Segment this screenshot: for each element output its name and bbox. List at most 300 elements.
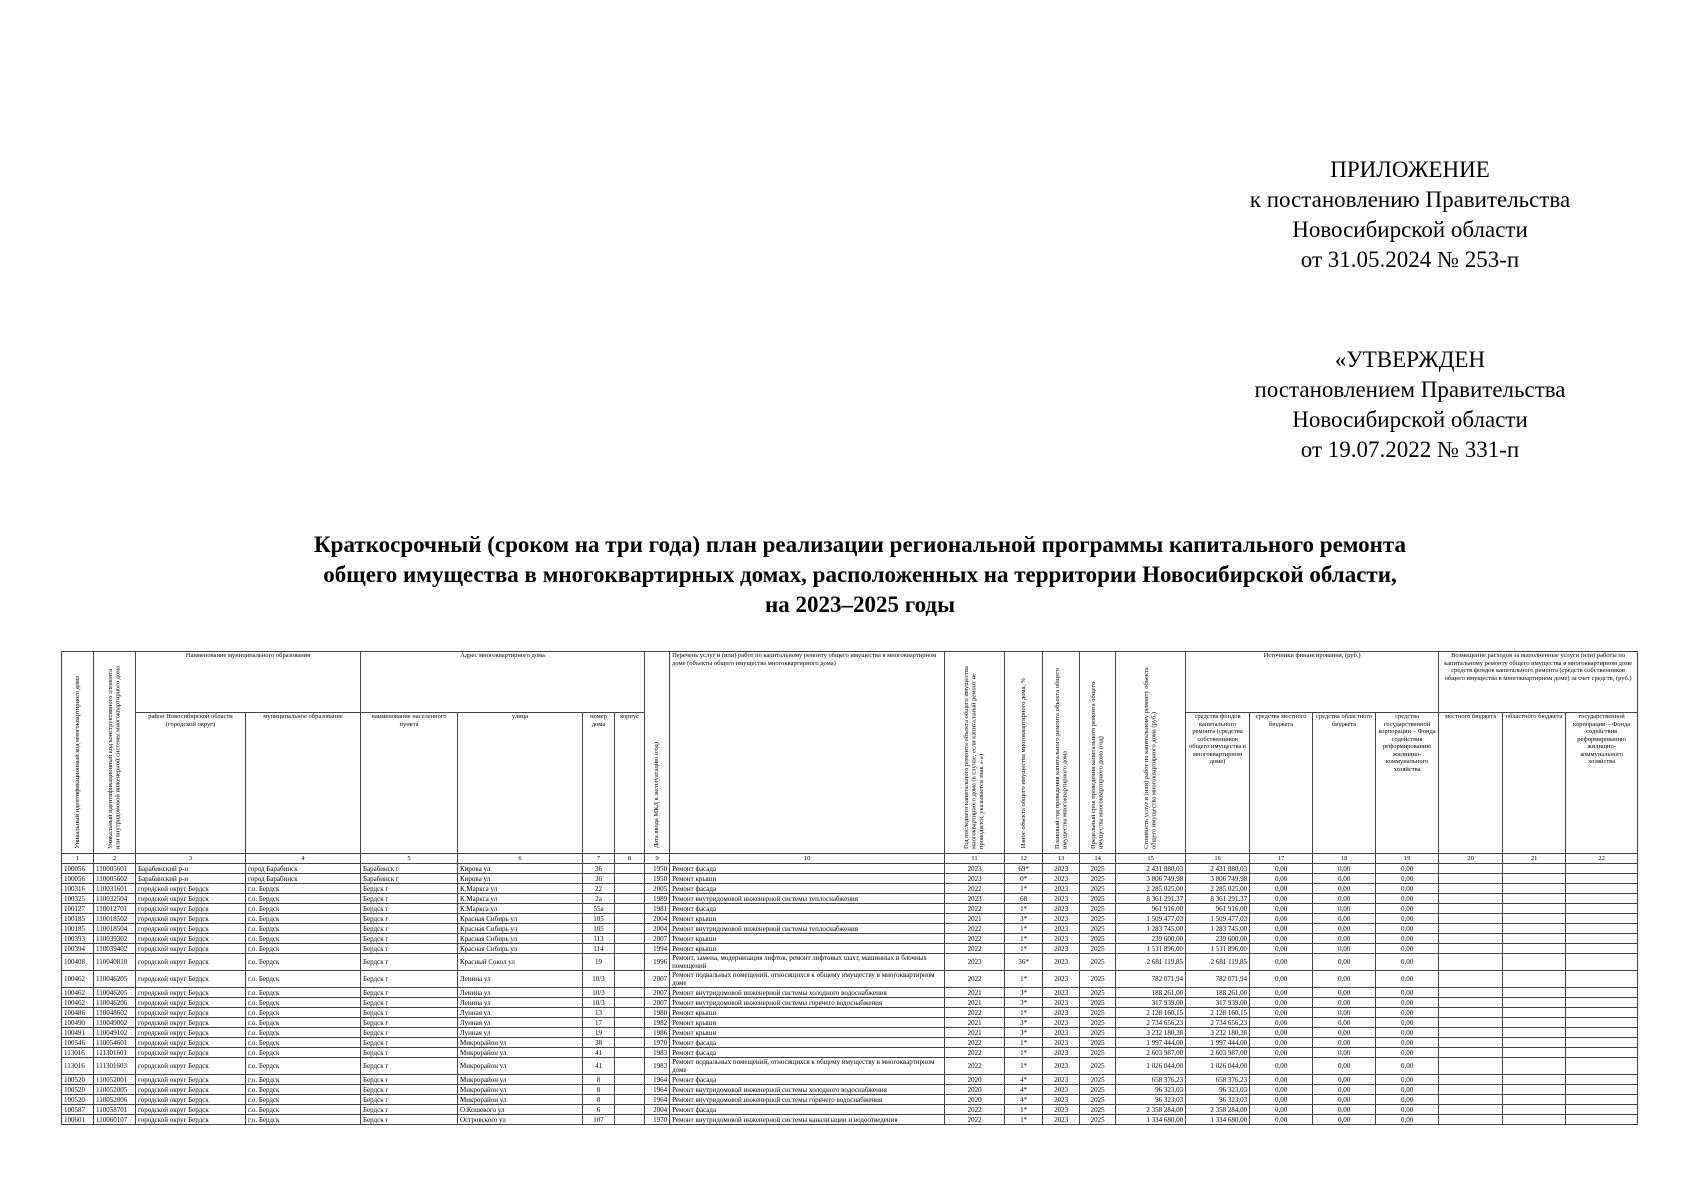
cell-wear: 4*: [1005, 1085, 1043, 1095]
cell-element-code: 110049102: [94, 1028, 136, 1038]
cell-wear: 1*: [1005, 1105, 1043, 1115]
cell-last-repair-year: 2020: [945, 1075, 1005, 1085]
cell-municipality: г.о. Бердск: [246, 894, 361, 904]
column-number: 4: [246, 854, 361, 864]
cell-deadline-year: 2025: [1080, 924, 1116, 934]
cell-works: Ремонт подвальных помещений, относящихся к общему имуществу в многоквартирном доме: [670, 1058, 945, 1075]
cell-reimb-regional: [1503, 944, 1566, 954]
cell-reimb-regional: [1503, 1058, 1566, 1075]
cell-house-number: 105: [583, 914, 615, 924]
cell-fund-local: 0,00: [1250, 914, 1313, 924]
cell-commissioning-year: 1981: [645, 904, 670, 914]
cell-fund-corporation: 0,00: [1376, 934, 1439, 944]
cell-deadline-year: 2025: [1080, 934, 1116, 944]
cell-fund-corporation: 0,00: [1376, 1085, 1439, 1095]
cell-planned-year: 2023: [1043, 1048, 1080, 1058]
cell-building: [615, 971, 645, 988]
cell-deadline-year: 2025: [1080, 1095, 1116, 1105]
header-fund-local: средства местного бюджета: [1250, 713, 1313, 854]
cell-reimb-corporation: [1566, 914, 1638, 924]
cell-municipality: г.о. Бердск: [246, 1008, 361, 1018]
cell-fund-local: 0,00: [1250, 1038, 1313, 1048]
cell-planned-year: 2023: [1043, 1115, 1080, 1125]
cell-street: О.Кошевого ул: [458, 1105, 583, 1115]
cell-cost: 2 128 160,15: [1116, 1008, 1186, 1018]
cell-house-code: 100462: [62, 998, 94, 1008]
cell-deadline-year: 2025: [1080, 874, 1116, 884]
cell-planned-year: 2023: [1043, 1075, 1080, 1085]
cell-street: Лунная ул: [458, 1008, 583, 1018]
document-title: [120, 530, 1600, 620]
cell-municipality: г.о. Бердск: [246, 1038, 361, 1048]
cell-reimb-regional: [1503, 914, 1566, 924]
header-fund-regional: средства областного бюджета: [1313, 713, 1376, 854]
cell-district: городской округ Бердск: [136, 1085, 246, 1095]
header-address-group: Адрес многоквартирного дома: [361, 652, 645, 713]
cell-reimb-regional: [1503, 894, 1566, 904]
cell-fund-regional: 0,00: [1313, 998, 1376, 1008]
cell-settlement: Бердск г: [361, 934, 458, 944]
cell-fund-local: 0,00: [1250, 894, 1313, 904]
cell-reimb-corporation: [1566, 1008, 1638, 1018]
cell-commissioning-year: 1982: [645, 1018, 670, 1028]
cell-street: Микрорайон ул: [458, 1038, 583, 1048]
cell-deadline-year: 2025: [1080, 1075, 1116, 1085]
cell-element-code: 110046205: [94, 971, 136, 988]
cell-municipality: г.о. Бердск: [246, 971, 361, 988]
cell-street: Ленина ул: [458, 971, 583, 988]
cell-house-code: 100486: [62, 1008, 94, 1018]
cell-reimb-regional: [1503, 1075, 1566, 1085]
column-number: 12: [1005, 854, 1043, 864]
cell-planned-year: 2023: [1043, 864, 1080, 874]
cell-wear: 1*: [1005, 1038, 1043, 1048]
cell-fund-owners: 2 681 119,85: [1186, 954, 1250, 971]
cell-reimb-regional: [1503, 1028, 1566, 1038]
cell-building: [615, 884, 645, 894]
cell-element-code: 110005602: [94, 874, 136, 884]
cell-planned-year: 2023: [1043, 1018, 1080, 1028]
column-number: 19: [1376, 854, 1439, 864]
cell-building: [615, 904, 645, 914]
cell-element-code: 110005601: [94, 864, 136, 874]
cell-commissioning-year: 1983: [645, 1048, 670, 1058]
cell-fund-corporation: 0,00: [1376, 944, 1439, 954]
cell-reimb-local: [1439, 864, 1503, 874]
cell-deadline-year: 2025: [1080, 864, 1116, 874]
cell-house-code: 113016: [62, 1048, 94, 1058]
cell-fund-local: 0,00: [1250, 1095, 1313, 1105]
cell-reimb-regional: [1503, 988, 1566, 998]
cell-element-code: 110012701: [94, 904, 136, 914]
cell-street: Микрорайон ул: [458, 1095, 583, 1105]
cell-deadline-year: 2025: [1080, 914, 1116, 924]
cell-house-number: 8: [583, 1075, 615, 1085]
cell-wear: 36*: [1005, 954, 1043, 971]
cell-fund-local: 0,00: [1250, 904, 1313, 914]
cell-fund-regional: 0,00: [1313, 1075, 1376, 1085]
table-row: [62, 1075, 1638, 1085]
table-row: [62, 1085, 1638, 1095]
header-element-code: Уникальный идентификационный код конструктивного элемента или внутридомовой инженерной системы многоквартирного дома: [94, 652, 136, 854]
cell-district: городской округ Бердск: [136, 944, 246, 954]
cell-building: [615, 864, 645, 874]
cell-last-repair-year: 2021: [945, 1028, 1005, 1038]
cell-house-code: 100056: [62, 864, 94, 874]
cell-house-number: 105: [583, 924, 615, 934]
cell-works: Ремонт крыши: [670, 1018, 945, 1028]
cell-wear: 3*: [1005, 1028, 1043, 1038]
cell-planned-year: 2023: [1043, 924, 1080, 934]
cell-works: Ремонт внутридомовой инженерной системы холодного водоснабжения: [670, 988, 945, 998]
cell-works: Ремонт крыши: [670, 1008, 945, 1018]
cell-last-repair-year: 2023: [945, 874, 1005, 884]
cell-district: Барабинский р-н: [136, 864, 246, 874]
cell-deadline-year: 2025: [1080, 988, 1116, 998]
table-row: [62, 971, 1638, 988]
cell-reimb-local: [1439, 998, 1503, 1008]
cell-works: Ремонт внутридомовой инженерной системы канализации и водоотведения: [670, 1115, 945, 1125]
cell-fund-regional: 0,00: [1313, 884, 1376, 894]
cell-works: Ремонт внутридомовой инженерной системы теплоснабжения: [670, 924, 945, 934]
cell-wear: 3*: [1005, 1018, 1043, 1028]
cell-element-code: 110052001: [94, 1075, 136, 1085]
cell-cost: 188 261,00: [1116, 988, 1186, 998]
cell-fund-corporation: 0,00: [1376, 864, 1439, 874]
cell-reimb-corporation: [1566, 1095, 1638, 1105]
cell-house-code: 100394: [62, 944, 94, 954]
table-row: [62, 1018, 1638, 1028]
cell-planned-year: 2023: [1043, 954, 1080, 971]
cell-commissioning-year: 2005: [645, 884, 670, 894]
table-row: [62, 1038, 1638, 1048]
table-row: [62, 934, 1638, 944]
cell-commissioning-year: 1950: [645, 874, 670, 884]
cell-element-code: 110046206: [94, 998, 136, 1008]
cell-fund-regional: 0,00: [1313, 1018, 1376, 1028]
header-street: улица: [458, 713, 583, 854]
cell-reimb-regional: [1503, 1018, 1566, 1028]
cell-deadline-year: 2025: [1080, 944, 1116, 954]
cell-deadline-year: 2025: [1080, 998, 1116, 1008]
cell-element-code: 111301603: [94, 1058, 136, 1075]
cell-last-repair-year: 2023: [945, 954, 1005, 971]
cell-house-code: 100127: [62, 904, 94, 914]
cell-reimb-local: [1439, 904, 1503, 914]
cell-deadline-year: 2025: [1080, 1038, 1116, 1048]
cell-reimb-corporation: [1566, 1028, 1638, 1038]
cell-house-code: 100490: [62, 1018, 94, 1028]
cell-wear: 69*: [1005, 864, 1043, 874]
table-row: [62, 1008, 1638, 1018]
cell-cost: 96 323,03: [1116, 1095, 1186, 1105]
cell-planned-year: 2023: [1043, 988, 1080, 998]
cell-fund-regional: 0,00: [1313, 1115, 1376, 1125]
cell-wear: 1*: [1005, 1008, 1043, 1018]
cell-house-code: 100520: [62, 1085, 94, 1095]
cell-building: [615, 1028, 645, 1038]
cell-municipality: г.о. Бердск: [246, 1105, 361, 1115]
cell-last-repair-year: 2022: [945, 1058, 1005, 1075]
cell-planned-year: 2023: [1043, 944, 1080, 954]
cell-fund-owners: 2 603 987,00: [1186, 1048, 1250, 1058]
cell-fund-owners: 1 026 044,00: [1186, 1058, 1250, 1075]
cell-house-number: 41: [583, 1048, 615, 1058]
cell-works: Ремонт, замена, модернизация лифтов, ремонт лифтовых шахт, машинных и блочных помещений: [670, 954, 945, 971]
cell-commissioning-year: 2007: [645, 998, 670, 1008]
column-number: 5: [361, 854, 458, 864]
cell-works: Ремонт фасада: [670, 1105, 945, 1115]
cell-fund-owners: 1 511 896,00: [1186, 944, 1250, 954]
header-works-list: Перечень услуг и (или) работ по капитальному ремонту общего имущества в многоквартирном доме (объекты общего имущества многоквартирного дома): [670, 652, 945, 854]
column-number: 6: [458, 854, 583, 864]
cell-commissioning-year: 2007: [645, 988, 670, 998]
title-line: на 2023–2025 годы: [764, 592, 956, 617]
cell-works: Ремонт внутридомовой инженерной системы горячего водоснабжения: [670, 998, 945, 1008]
table-row: [62, 904, 1638, 914]
cell-fund-local: 0,00: [1250, 1085, 1313, 1095]
cell-last-repair-year: 2022: [945, 1048, 1005, 1058]
header-house-code: Уникальный идентификационный код многоквартирного дома: [62, 652, 94, 854]
cell-planned-year: 2023: [1043, 1095, 1080, 1105]
cell-municipality: г.о. Бердск: [246, 924, 361, 934]
cell-reimb-regional: [1503, 1038, 1566, 1048]
cell-fund-regional: 0,00: [1313, 1048, 1376, 1058]
cell-fund-local: 0,00: [1250, 884, 1313, 894]
cell-reimb-local: [1439, 1095, 1503, 1105]
cell-cost: 1 511 896,00: [1116, 944, 1186, 954]
cell-settlement: Бердск г: [361, 1075, 458, 1085]
cell-fund-regional: 0,00: [1313, 954, 1376, 971]
cell-fund-owners: 317 939,00: [1186, 998, 1250, 1008]
cell-building: [615, 1008, 645, 1018]
header-municipality-group: Наименование муниципального образования: [136, 652, 361, 713]
cell-house-number: 8: [583, 1095, 615, 1105]
header-building: корпус: [615, 713, 645, 854]
cell-fund-regional: 0,00: [1313, 1085, 1376, 1095]
cell-settlement: Бердск г: [361, 884, 458, 894]
cell-commissioning-year: 2004: [645, 924, 670, 934]
cell-street: Островского ул: [458, 1115, 583, 1125]
cell-street: Кирова ул: [458, 864, 583, 874]
cell-street: Лунная ул: [458, 1018, 583, 1028]
cell-fund-local: 0,00: [1250, 1058, 1313, 1075]
cell-element-code: 110058701: [94, 1105, 136, 1115]
table-row: [62, 884, 1638, 894]
cell-last-repair-year: 2022: [945, 944, 1005, 954]
cell-fund-local: 0,00: [1250, 1075, 1313, 1085]
table-row: [62, 1028, 1638, 1038]
cell-house-number: 36: [583, 874, 615, 884]
cell-commissioning-year: 1996: [645, 954, 670, 971]
cell-element-code: 110046205: [94, 988, 136, 998]
cell-fund-owners: 1 509 477,03: [1186, 914, 1250, 924]
cell-reimb-local: [1439, 1048, 1503, 1058]
cell-street: Микрорайон ул: [458, 1075, 583, 1085]
cell-wear: 1*: [1005, 1048, 1043, 1058]
cell-reimb-local: [1439, 1008, 1503, 1018]
cell-house-code: 100408: [62, 954, 94, 971]
cell-deadline-year: 2025: [1080, 1085, 1116, 1095]
cell-street: Красная Сибирь ул: [458, 914, 583, 924]
cell-cost: 658 376,23: [1116, 1075, 1186, 1085]
cell-wear: 1*: [1005, 971, 1043, 988]
cell-wear: 1*: [1005, 1115, 1043, 1125]
cell-house-number: 10/3: [583, 988, 615, 998]
cell-planned-year: 2023: [1043, 904, 1080, 914]
cell-element-code: 110018502: [94, 914, 136, 924]
cell-reimb-corporation: [1566, 944, 1638, 954]
cell-house-number: 19: [583, 1028, 615, 1038]
header-cost: Стоимость услуг и (или) работ по капитальному ремонту объекта общего имущества многоквартирного дома (руб.): [1116, 652, 1186, 854]
cell-building: [615, 998, 645, 1008]
cell-cost: 96 323,03: [1116, 1085, 1186, 1095]
cell-works: Ремонт фасада: [670, 1075, 945, 1085]
cell-fund-corporation: 0,00: [1376, 884, 1439, 894]
cell-fund-owners: 3 232 180,38: [1186, 1028, 1250, 1038]
appendix-line: Новосибирской области: [1292, 217, 1528, 242]
header-municipality: муниципальное образование: [246, 713, 361, 854]
cell-cost: 1 509 477,03: [1116, 914, 1186, 924]
cell-municipality: г.о. Бердск: [246, 914, 361, 924]
approval-line: Новосибирской области: [1292, 407, 1528, 432]
cell-commissioning-year: 2004: [645, 1105, 670, 1115]
cell-street: Лунная ул: [458, 1028, 583, 1038]
cell-settlement: Барабинск г: [361, 874, 458, 884]
cell-cost: 1 283 745,00: [1116, 924, 1186, 934]
cell-deadline-year: 2025: [1080, 894, 1116, 904]
cell-fund-corporation: 0,00: [1376, 1048, 1439, 1058]
cell-deadline-year: 2025: [1080, 1105, 1116, 1115]
cell-municipality: г.о. Бердск: [246, 1075, 361, 1085]
cell-reimb-local: [1439, 914, 1503, 924]
cell-fund-regional: 0,00: [1313, 1038, 1376, 1048]
cell-fund-corporation: 0,00: [1376, 1018, 1439, 1028]
cell-district: городской округ Бердск: [136, 1008, 246, 1018]
cell-house-number: 41: [583, 1058, 615, 1075]
cell-settlement: Бердск г: [361, 944, 458, 954]
cell-house-code: 100462: [62, 971, 94, 988]
cell-municipality: г.о. Бердск: [246, 1018, 361, 1028]
cell-reimb-local: [1439, 1105, 1503, 1115]
cell-house-number: 38: [583, 1038, 615, 1048]
cell-planned-year: 2023: [1043, 1028, 1080, 1038]
cell-building: [615, 914, 645, 924]
cell-reimb-regional: [1503, 934, 1566, 944]
cell-district: городской округ Бердск: [136, 954, 246, 971]
cell-fund-owners: 2 734 656,23: [1186, 1018, 1250, 1028]
column-number: 16: [1186, 854, 1250, 864]
cell-municipality: г.о. Бердск: [246, 1095, 361, 1105]
header-settlement: наименование населенного пункта: [361, 713, 458, 854]
cell-reimb-regional: [1503, 1085, 1566, 1095]
cell-reimb-local: [1439, 1038, 1503, 1048]
cell-reimb-regional: [1503, 1048, 1566, 1058]
cell-reimb-corporation: [1566, 1115, 1638, 1125]
cell-building: [615, 1075, 645, 1085]
cell-street: Красная Сибирь ул: [458, 944, 583, 954]
cell-building: [615, 944, 645, 954]
cell-fund-local: 0,00: [1250, 988, 1313, 998]
appendix-line: к постановлению Правительства: [1249, 187, 1571, 212]
cell-settlement: Бердск г: [361, 971, 458, 988]
cell-cost: 3 232 180,38: [1116, 1028, 1186, 1038]
column-number: 13: [1043, 854, 1080, 864]
cell-reimb-corporation: [1566, 1018, 1638, 1028]
cell-municipality: город Барабинск: [246, 874, 361, 884]
cell-reimb-corporation: [1566, 894, 1638, 904]
cell-district: городской округ Бердск: [136, 988, 246, 998]
cell-cost: 1 334 680,00: [1116, 1115, 1186, 1125]
cell-fund-owners: 2 285 025,00: [1186, 884, 1250, 894]
column-number: 15: [1116, 854, 1186, 864]
header-house-number: номер дома: [583, 713, 615, 854]
cell-house-code: 100325: [62, 894, 94, 904]
cell-deadline-year: 2025: [1080, 1058, 1116, 1075]
cell-district: городской округ Бердск: [136, 998, 246, 1008]
cell-fund-local: 0,00: [1250, 864, 1313, 874]
cell-settlement: Бердск г: [361, 1115, 458, 1125]
approval-line: «УТВЕРЖДЕН: [1334, 347, 1486, 372]
cell-reimb-corporation: [1566, 954, 1638, 971]
cell-reimb-regional: [1503, 1115, 1566, 1125]
cell-wear: 1*: [1005, 934, 1043, 944]
cell-works: Ремонт фасада: [670, 904, 945, 914]
cell-fund-corporation: 0,00: [1376, 954, 1439, 971]
cell-reimb-corporation: [1566, 884, 1638, 894]
cell-deadline-year: 2025: [1080, 954, 1116, 971]
cell-reimb-local: [1439, 1115, 1503, 1125]
cell-fund-corporation: 0,00: [1376, 1095, 1439, 1105]
cell-commissioning-year: 2007: [645, 971, 670, 988]
cell-last-repair-year: 2022: [945, 1008, 1005, 1018]
cell-district: городской округ Бердск: [136, 971, 246, 988]
cell-house-code: 100491: [62, 1028, 94, 1038]
approval-line: от 19.07.2022 № 331-п: [1300, 437, 1520, 462]
table-row: [62, 954, 1638, 971]
cell-deadline-year: 2025: [1080, 1048, 1116, 1058]
cell-fund-local: 0,00: [1250, 1048, 1313, 1058]
cell-reimb-local: [1439, 1018, 1503, 1028]
cell-municipality: г.о. Бердск: [246, 1085, 361, 1095]
cell-fund-corporation: 0,00: [1376, 894, 1439, 904]
cell-fund-owners: 2 128 160,15: [1186, 1008, 1250, 1018]
cell-house-number: 2а: [583, 894, 615, 904]
cell-element-code: 110039302: [94, 934, 136, 944]
cell-works: Ремонт фасада: [670, 1048, 945, 1058]
cell-fund-regional: 0,00: [1313, 894, 1376, 904]
cell-wear: 3*: [1005, 914, 1043, 924]
plan-table-body: [62, 864, 1638, 1125]
cell-reimb-regional: [1503, 864, 1566, 874]
cell-element-code: 110049002: [94, 1018, 136, 1028]
cell-reimb-regional: [1503, 1095, 1566, 1105]
cell-house-code: 100546: [62, 1038, 94, 1048]
cell-works: Ремонт внутридомовой инженерной системы горячего водоснабжения: [670, 1095, 945, 1105]
cell-reimb-corporation: [1566, 971, 1638, 988]
cell-fund-corporation: 0,00: [1376, 904, 1439, 914]
cell-district: городской округ Бердск: [136, 884, 246, 894]
cell-municipality: г.о. Бердск: [246, 1048, 361, 1058]
cell-fund-regional: 0,00: [1313, 1058, 1376, 1075]
cell-reimb-regional: [1503, 1105, 1566, 1115]
cell-element-code: 110052006: [94, 1095, 136, 1105]
cell-fund-owners: 2 431 880,03: [1186, 864, 1250, 874]
header-district: район Новосибирской области (городской округ): [136, 713, 246, 854]
cell-reimb-corporation: [1566, 1048, 1638, 1058]
cell-settlement: Бердск г: [361, 1085, 458, 1095]
cell-reimb-regional: [1503, 904, 1566, 914]
